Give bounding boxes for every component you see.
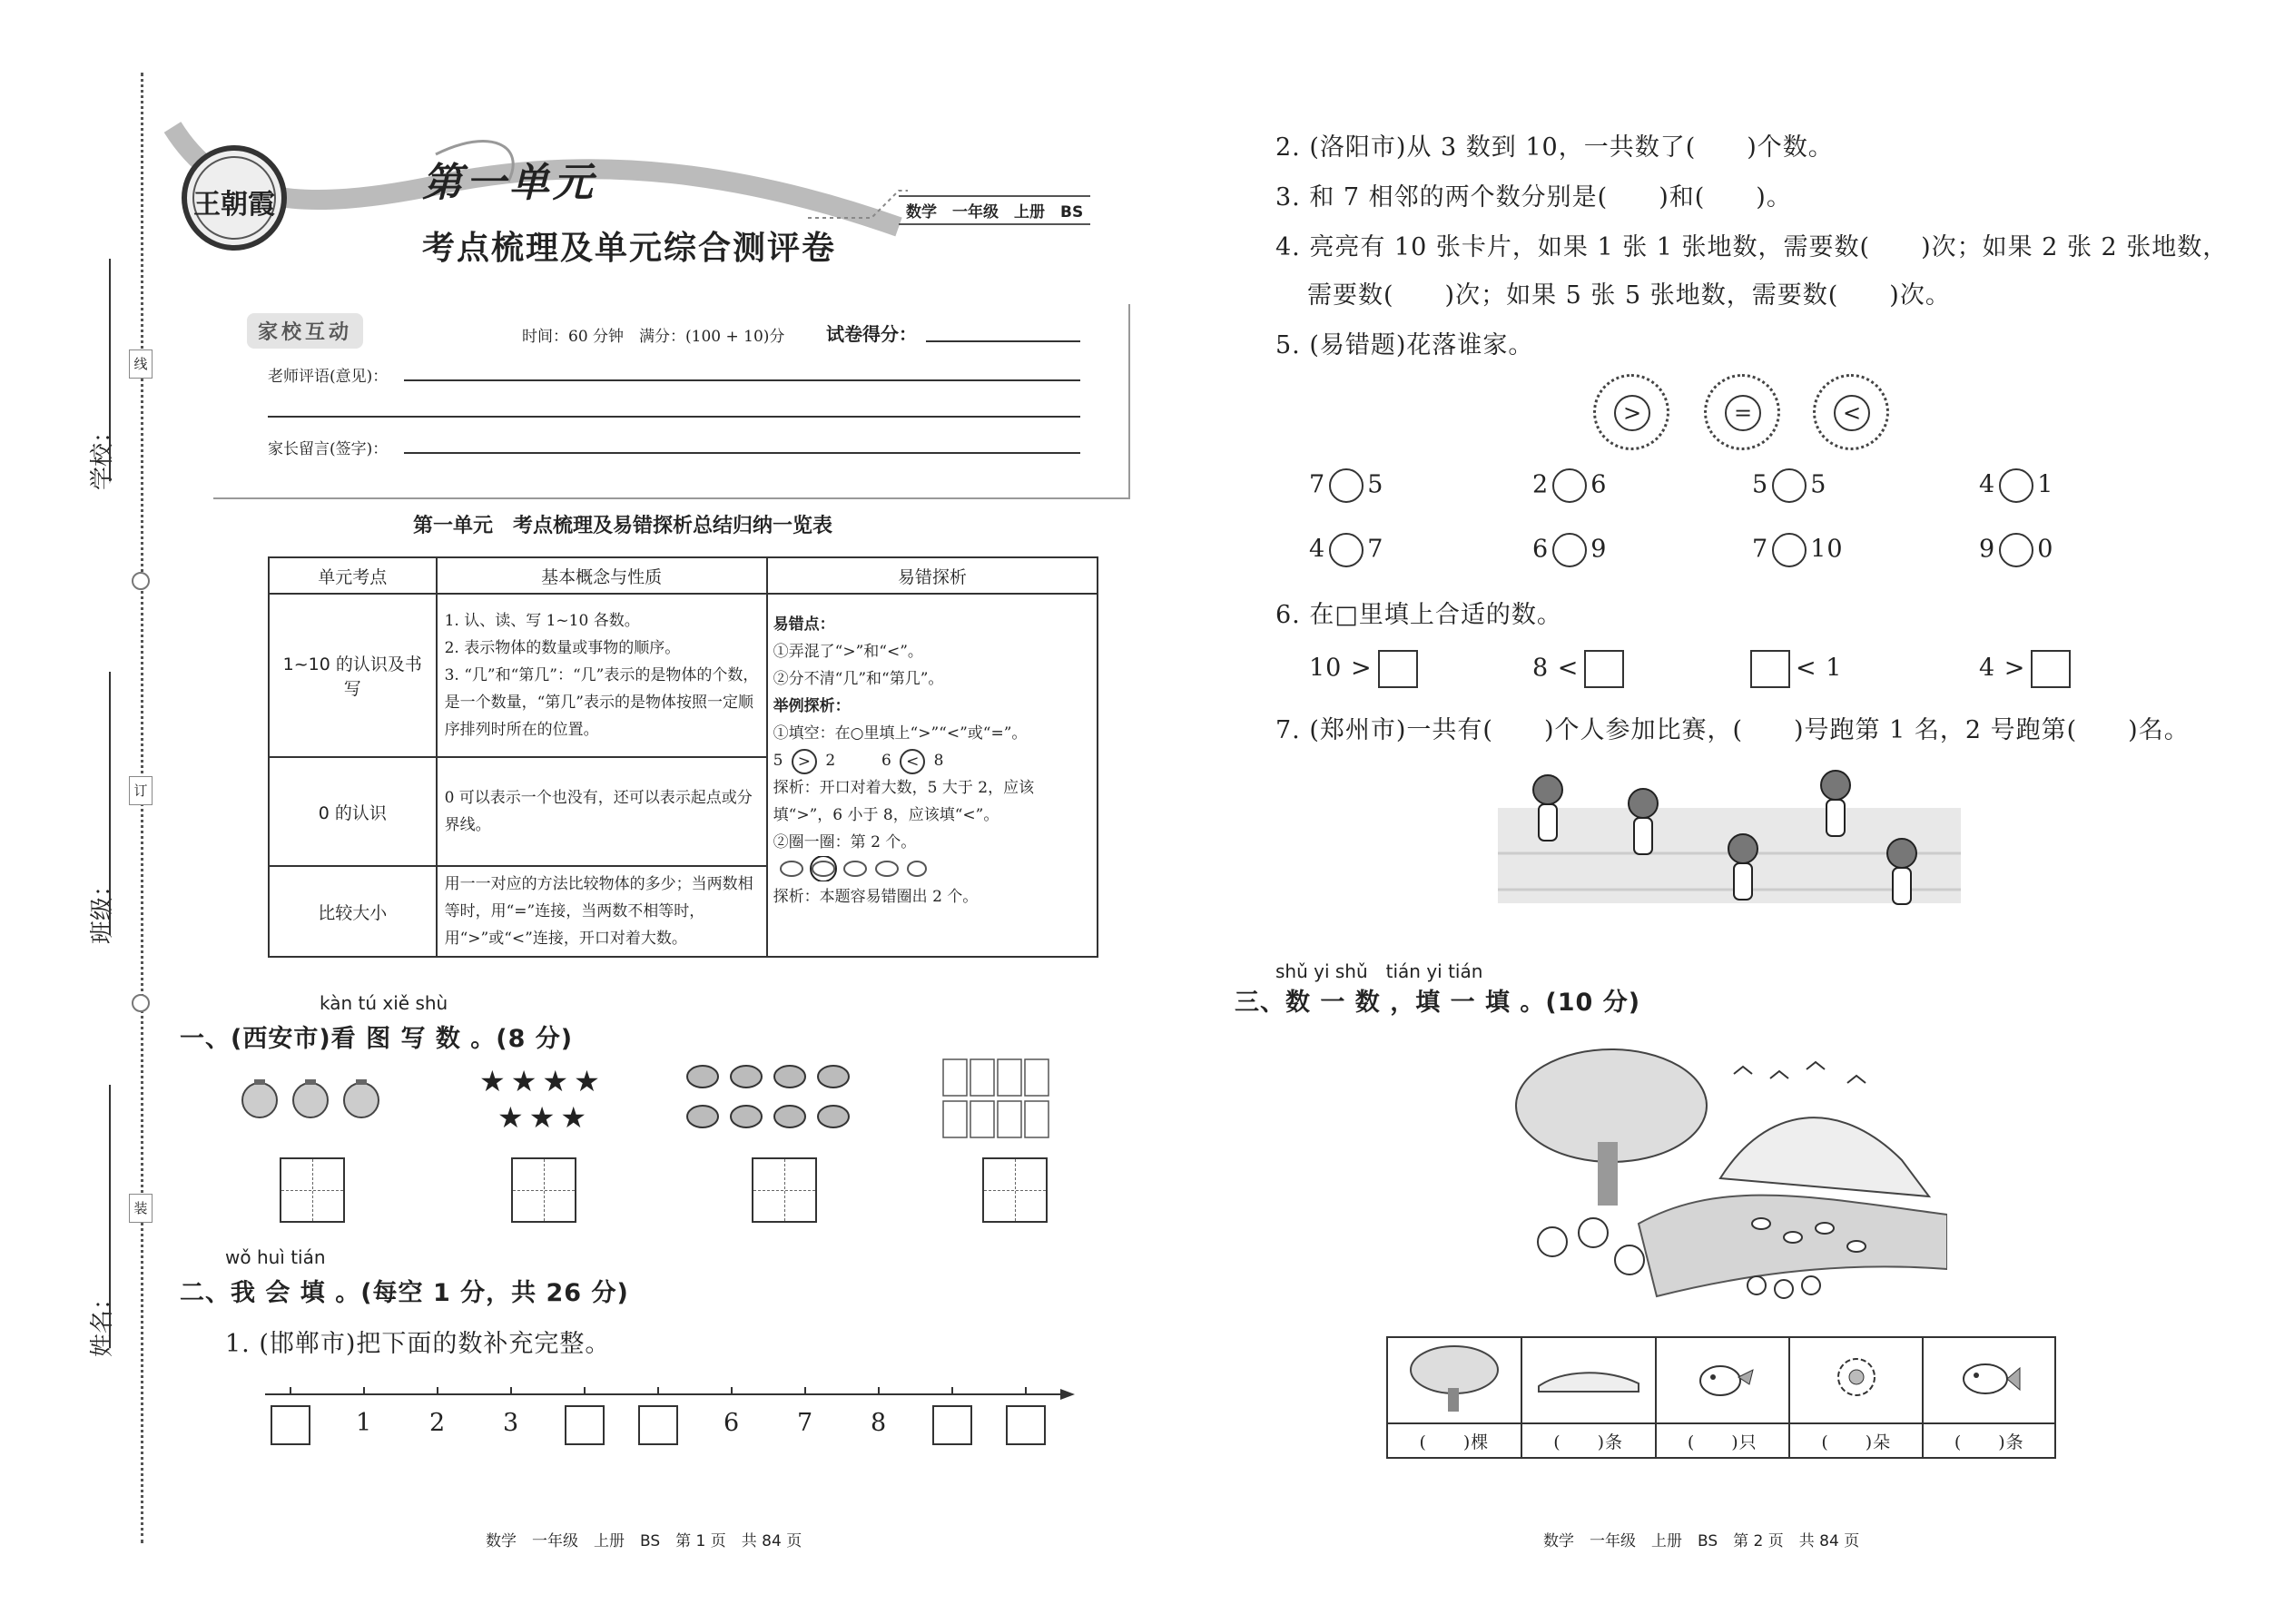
numberline-6: 6 (724, 1409, 741, 1437)
concept-3-1: 用一一对应的方法比较物体的多少；当两数相等时，用“=”连接，当两数不相等时，用“>”或“<”连接，开口对着大数。 (444, 875, 753, 948)
flower-icon (1820, 1352, 1893, 1406)
concept-1-3: 3. “几”和“第几”：“几”表示的是物体的个数，是一个数量，“第几”表示的是物体按照一定顺序排列时所在的位置。 (444, 666, 759, 739)
concept-2-1: 0 可以表示一个也没有，还可以表示起点或分界线。 (444, 789, 753, 834)
numberline-box-10[interactable] (1006, 1405, 1046, 1445)
compare-2-3: 7 10 (1752, 533, 1844, 567)
q7-text: 7. (郑州市)一共有( )个人参加比赛，( )号跑第 1 名，2 号跑第( )名。 (1275, 716, 2190, 744)
compare-1-3: 5 5 (1752, 468, 1826, 503)
ex1-b-circle: < (900, 749, 925, 774)
logo-emblem (182, 145, 287, 251)
flower-greater[interactable] (1593, 374, 1669, 450)
tree-icon (1404, 1343, 1504, 1415)
compare-2-1: 4 7 (1309, 533, 1383, 567)
tree-cell (1387, 1337, 1521, 1423)
flower-equal[interactable] (1704, 374, 1780, 450)
paper-subtitle: 考点梳理及单元综合测评卷 (422, 229, 837, 267)
section3-pinyin: shǔ yi shǔ tián yi tián (1275, 960, 1483, 982)
flower-less[interactable] (1813, 374, 1889, 450)
score-label: 试卷得分： (826, 323, 917, 345)
footer-right: 数学 一年级 上册 BS 第 2 页 共 84 页 (1543, 1532, 1860, 1550)
compare-1-2: 2 6 (1532, 468, 1607, 503)
rabbits-picture (940, 1056, 1058, 1142)
comment-line-2[interactable] (268, 416, 1080, 418)
score-field[interactable] (926, 340, 1080, 342)
q6-item-1: 10 > (1309, 650, 1423, 688)
q6-text: 6. 在□里填上合适的数。 (1275, 601, 1562, 629)
section3-title: 三、数 一 数 ，填 一 填 。(10 分) (1235, 989, 1641, 1017)
section1-title: 一、(西安市)看 图 写 数 。(8 分) (180, 1025, 574, 1053)
answer-fish[interactable]: ( )条 (1923, 1423, 2055, 1458)
runners-picture (1498, 753, 1961, 930)
answer-grid-4[interactable] (982, 1157, 1048, 1223)
name-field[interactable] (109, 1085, 111, 1348)
class-field[interactable] (109, 672, 111, 935)
footer-left: 数学 一年级 上册 BS 第 1 页 共 84 页 (486, 1532, 802, 1550)
flower-equal-sign: = (1725, 395, 1761, 431)
summary-title: 第一单元 考点梳理及易错探析总结归纳一览表 (413, 515, 833, 537)
book-tag: 数学 一年级 上册 BS (899, 195, 1090, 225)
example-1-answers (773, 747, 1091, 774)
q4-text-b: 需要数( )次；如果 5 张 5 张地数，需要数( )次。 (1307, 281, 1951, 310)
unit-title: 第一单元 (422, 160, 596, 206)
analysis-point-1: ①弄混了“>”和“<”。 (773, 643, 923, 661)
compare-circle[interactable] (1999, 468, 2033, 503)
q6-item-2: 8 < (1532, 650, 1629, 688)
example-1: ①填空：在○里填上“>”“<”或“=”。 (773, 724, 1028, 743)
concepts-2 (437, 757, 767, 866)
numberline-8: 8 (871, 1409, 888, 1437)
answer-grid-1[interactable] (280, 1157, 345, 1223)
q4-text-a: 4. 亮亮有 10 张卡片，如果 1 张 1 张地数，需要数( )次；如果 2 张 2 张地数， (1275, 233, 2229, 261)
analysis-head: 易错点： (773, 615, 835, 634)
river-icon (1534, 1361, 1643, 1397)
ex1-b-b: 8 (933, 752, 944, 770)
compare-circle[interactable] (1329, 533, 1364, 567)
margin-ring-1 (132, 572, 150, 590)
compare-circle[interactable] (1772, 533, 1807, 567)
topic-1: 1~10 的认识及书写 (269, 594, 437, 757)
example-2: ②圈一圈：第 2 个。 (773, 833, 917, 851)
number-line (261, 1380, 1078, 1407)
concepts-3 (437, 866, 767, 957)
q6-item-3: < 1 (1745, 650, 1842, 688)
numberline-2: 2 (429, 1409, 447, 1437)
fish-picture (683, 1060, 860, 1137)
numberline-box-1[interactable] (271, 1405, 310, 1445)
teacher-comment-label: 老师评语(意见)： (268, 368, 389, 386)
teacher-comment-field[interactable] (404, 379, 1080, 381)
example-2-picture (773, 856, 1091, 883)
compare-2-4: 9 0 (1979, 533, 2053, 567)
time-info: 时间：60 分钟 满分：(100 + 10)分 (522, 328, 785, 346)
parent-comment-field[interactable] (404, 452, 1080, 454)
numberline-box-4[interactable] (565, 1405, 605, 1445)
margin-seal-1: 线 (129, 349, 153, 379)
bird-icon (1686, 1352, 1758, 1406)
topic-2: 0 的认识 (269, 757, 437, 866)
explain-2: 探析：本题容易错圈出 2 个。 (773, 888, 979, 906)
compare-1-4: 4 1 (1979, 468, 2053, 503)
bird-cell (1656, 1337, 1789, 1423)
numberline-3: 3 (503, 1409, 520, 1437)
ex1-a-b: 2 (825, 752, 836, 770)
stars-bottom: ★★★ (497, 1100, 593, 1135)
answer-grid-2[interactable] (511, 1157, 576, 1223)
margin-seal-3: 装 (129, 1194, 153, 1223)
col-concept: 基本概念与性质 (437, 557, 767, 594)
q6-item-4: 4 > (1979, 650, 2076, 688)
persimmons-picture (234, 1076, 389, 1121)
school-label: 学校： (89, 418, 116, 490)
ex1-a-circle: > (792, 749, 817, 774)
section2-pinyin: wǒ huì tián (225, 1246, 326, 1268)
concept-1-1: 1. 认、读、写 1~10 各数。 (444, 612, 640, 630)
margin-ring-2 (132, 994, 150, 1012)
answer-flowers[interactable]: ( )朵 (1789, 1423, 1923, 1458)
river-cell (1521, 1337, 1656, 1423)
fish-icon (1953, 1352, 2025, 1406)
answer-trees[interactable]: ( )棵 (1387, 1423, 1521, 1458)
q2-text: 2. (洛阳市)从 3 数到 10，一共数了( )个数。 (1275, 133, 1834, 162)
concepts-1 (437, 594, 767, 757)
flower-less-sign: < (1834, 395, 1870, 431)
q6-box[interactable] (2031, 650, 2071, 688)
summary-table (268, 556, 1098, 958)
q6-box[interactable] (1378, 650, 1418, 688)
analysis-point-2: ②分不清“几”和“第几”。 (773, 670, 944, 688)
analysis-cell (767, 594, 1098, 957)
q1-text: 1. (邯郸市)把下面的数补充完整。 (225, 1330, 611, 1358)
q5-text: 5. (易错题)花落谁家。 (1275, 331, 1534, 359)
ex1-a: 5 (773, 752, 783, 770)
section1-pinyin: kàn tú xiě shù (320, 992, 448, 1014)
park-scene-picture (1511, 1042, 1947, 1305)
compare-circle[interactable] (1772, 468, 1807, 503)
numberline-box-9[interactable] (932, 1405, 972, 1445)
small-animals-icon (773, 856, 928, 881)
compare-circle[interactable] (1552, 533, 1587, 567)
margin-seal-2: 订 (129, 776, 153, 805)
q3-text: 3. 和 7 相邻的两个数分别是( )和( )。 (1275, 183, 1792, 212)
answer-rivers[interactable]: ( )条 (1521, 1423, 1656, 1458)
numberline-7: 7 (797, 1409, 814, 1437)
q6-box[interactable] (1750, 650, 1790, 688)
binding-dotted-line (141, 73, 143, 1543)
flower-cell (1789, 1337, 1923, 1423)
count-answer-table (1386, 1336, 2056, 1459)
section2-title: 二、我 会 填 。(每空 1 分，共 26 分) (180, 1279, 629, 1307)
compare-circle[interactable] (1999, 533, 2033, 567)
numberline-1: 1 (356, 1409, 373, 1437)
answer-grid-3[interactable] (752, 1157, 817, 1223)
compare-circle[interactable] (1329, 468, 1364, 503)
logo-text: 王朝霞 (193, 189, 275, 221)
example-head: 举例探析： (773, 697, 851, 715)
school-field[interactable] (109, 259, 111, 481)
family-tag: 家校互动 (247, 313, 363, 349)
q6-box[interactable] (1584, 650, 1624, 688)
answer-birds[interactable]: ( )只 (1656, 1423, 1789, 1458)
flower-greater-sign: > (1614, 395, 1650, 431)
class-label: 班级： (89, 872, 116, 944)
explain-1: 探析：开口对着大数，5 大于 2，应该填“>”，6 小于 8，应该填“<”。 (773, 779, 1035, 824)
fish-cell (1923, 1337, 2055, 1423)
topic-3: 比较大小 (269, 866, 437, 957)
concept-1-2: 2. 表示物体的数量或事物的顺序。 (444, 639, 681, 657)
numberline-box-5[interactable] (638, 1405, 678, 1445)
compare-2-2: 6 9 (1532, 533, 1607, 567)
col-analysis: 易错探析 (767, 557, 1098, 594)
compare-circle[interactable] (1552, 468, 1587, 503)
parent-comment-label: 家长留言(签字)： (268, 440, 389, 458)
col-topic: 单元考点 (269, 557, 437, 594)
name-label: 姓名： (89, 1285, 116, 1357)
stars-top: ★★★★ (479, 1064, 605, 1098)
ex1-b: 6 (881, 752, 891, 770)
compare-1-1: 7 5 (1309, 468, 1383, 503)
